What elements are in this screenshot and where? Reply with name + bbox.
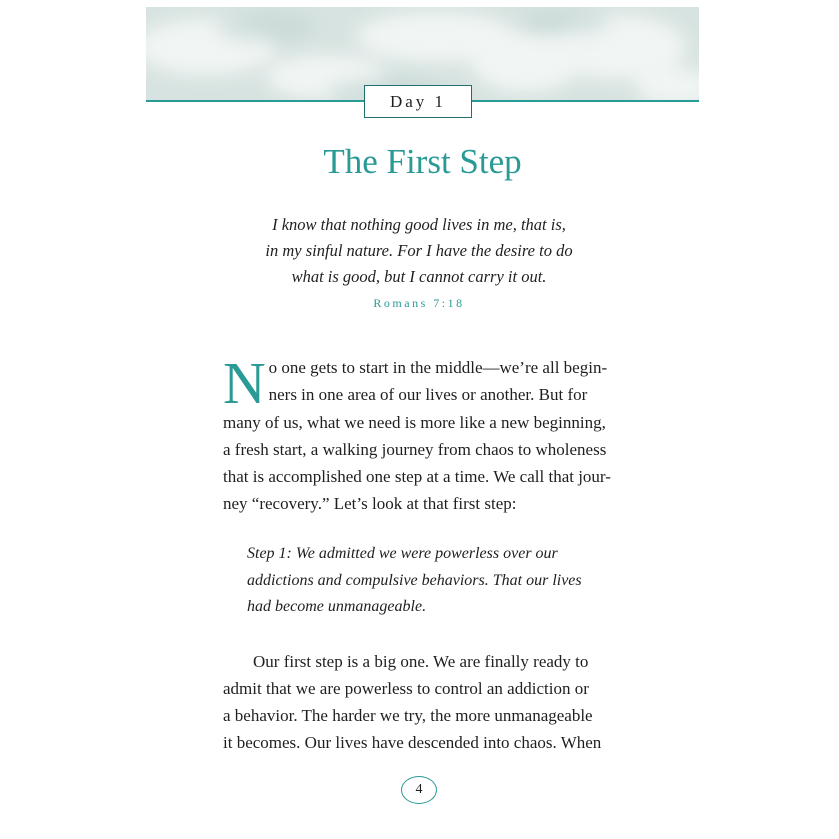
- epigraph-line: in my sinful nature. For I have the desire to do: [265, 241, 573, 260]
- text-line: a fresh start, a walking journey from chaos to wholeness: [223, 440, 607, 459]
- step-line: addictions and compulsive behaviors. That our lives: [247, 571, 582, 589]
- text-line: ney “recovery.” Let’s look at that first step:: [223, 494, 517, 513]
- step-quote: [247, 541, 617, 621]
- scripture-reference: Romans 7:18: [373, 296, 465, 310]
- text-line: many of us, what we need is more like a new beginning,: [223, 413, 606, 432]
- drop-cap: N: [223, 350, 266, 416]
- day-label: Day 1: [364, 85, 472, 118]
- text-line-content: Our first step is a big one. We are finally ready to: [253, 652, 589, 671]
- epigraph: [220, 212, 618, 290]
- epigraph-line: what is good, but I cannot carry it out.: [291, 267, 547, 286]
- page-number: 4: [401, 776, 437, 804]
- text-line: it becomes. Our lives have descended into chaos. When: [223, 733, 602, 752]
- text-line: a behavior. The harder we try, the more unmanageable: [223, 706, 593, 725]
- step-line: had become unmanageable.: [247, 598, 427, 615]
- chapter-title: The First Step: [323, 142, 522, 181]
- text-line: that is accomplished one step at a time. We call that jour-: [223, 467, 611, 486]
- text-line: o one gets to start in the middle—we’re all begin-: [268, 358, 608, 377]
- text-line: ners in one area of our lives or another. But for: [268, 385, 588, 404]
- epigraph-line: I know that nothing good lives in me, that is,: [272, 215, 566, 234]
- text-line: admit that we are powerless to control an addiction or: [223, 679, 589, 698]
- text-line: [223, 648, 616, 675]
- paragraph-1: [223, 350, 616, 517]
- step-line: Step 1: We admitted we were powerless over our: [247, 545, 558, 562]
- paragraph-2: [223, 648, 616, 756]
